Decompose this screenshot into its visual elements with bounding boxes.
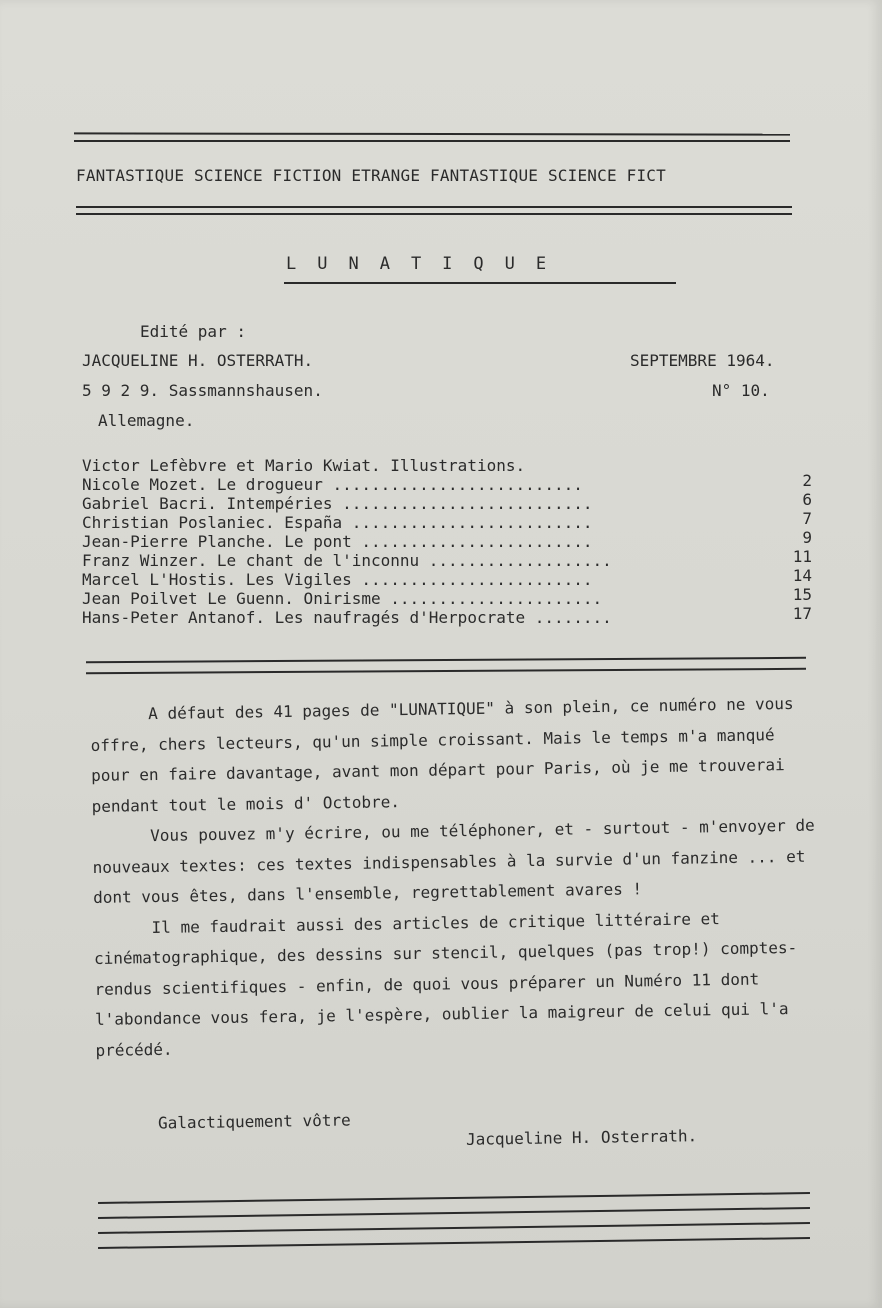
toc-entry: Jean-Pierre Planche. Le pont ........................ — [82, 532, 593, 551]
closing-salutation: Galactiquement vôtre — [157, 1110, 351, 1133]
table-of-contents — [82, 456, 812, 627]
bottom-rule-4 — [98, 1237, 810, 1249]
toc-row — [82, 490, 812, 513]
toc-page-number: 6 — [802, 490, 812, 509]
toc-entry: Victor Lefèbvre et Mario Kwiat. Illustrations. — [82, 456, 526, 475]
toc-entry: Franz Winzer. Le chant de l'inconnu ................... — [82, 551, 612, 570]
toc-row — [82, 604, 812, 627]
toc-page-number: 2 — [802, 471, 812, 490]
top-rule-1 — [74, 132, 790, 135]
genre-banner: FANTASTIQUE SCIENCE FICTION ETRANGE FANTASTIQUE SCIENCE FICT — [76, 166, 666, 185]
bottom-rule-3 — [98, 1222, 810, 1234]
toc-row — [82, 528, 812, 551]
toc-row — [82, 547, 812, 570]
banner-rule-1 — [76, 206, 792, 208]
editorial-text — [90, 689, 826, 1066]
toc-page-number: 17 — [792, 604, 812, 623]
magazine-title: LUNATIQUE — [286, 254, 568, 274]
toc-entry: Christian Poslaniec. España ......................... — [82, 513, 593, 532]
editor-name: JACQUELINE H. OSTERRATH. — [82, 351, 314, 370]
toc-page-number: 9 — [802, 528, 812, 547]
title-underline — [284, 282, 676, 284]
toc-rule-1 — [86, 657, 806, 663]
toc-page-number: 11 — [792, 547, 812, 566]
toc-entry: Jean Poilvet Le Guenn. Onirisme ...................... — [82, 589, 603, 608]
toc-page-number: 7 — [802, 509, 812, 528]
editorial-paragraph: Vous pouvez m'y écrire, ou me téléphoner, et - surtout - m'envoyer de nouveaux textes: ces textes indispensables à la survie d'un fanzine ... et dont vous êtes, dans l'ensemble, regrettablement avares ! — [92, 815, 815, 907]
toc-entry: Hans-Peter Antanof. Les naufragés d'Herpocrate ........ — [82, 608, 612, 627]
editor-country: Allemagne. — [98, 411, 195, 430]
edited-by-label: Edité par : — [140, 322, 246, 341]
editorial-paragraph: A défaut des 41 pages de "LUNATIQUE" à son plein, ce numéro ne vous offre, chers lecteurs, qu'un simple croissant. Mais le temps m'a manqué pour en faire davantage, avant mon départ pour Paris, où je me trouverai pendant tout le mois d' Octobre. — [90, 693, 794, 816]
toc-entry: Nicole Mozet. Le drogueur .......................... — [82, 475, 583, 494]
toc-entry: Marcel L'Hostis. Les Vigiles ........................ — [82, 570, 593, 589]
toc-row — [82, 509, 812, 532]
bottom-rule-2 — [98, 1207, 810, 1219]
signature: Jacqueline H. Osterrath. — [465, 1126, 698, 1149]
editor-address: 5 9 2 9. Sassmannshausen. — [82, 381, 323, 400]
toc-page-number: 14 — [792, 566, 812, 585]
editorial-paragraph: Il me faudrait aussi des articles de critique littéraire et cinématographique, des dessins sur stencil, quelques (pas trop!) comptes-rendus scientifiques - enfin, de quoi vous préparer un Numéro 11 dont l'abondance vous fera, je l'espère, oublier la maigreur de celui qui l'a précédé. — [93, 908, 798, 1060]
top-rule-2 — [74, 140, 790, 142]
bottom-rule-1 — [98, 1192, 810, 1204]
toc-row — [82, 585, 812, 608]
issue-number: N° 10. — [712, 381, 770, 400]
toc-entry: Gabriel Bacri. Intempéries .......................... — [82, 494, 593, 513]
banner-rule-2 — [76, 213, 792, 215]
toc-page-number: 15 — [792, 585, 812, 604]
toc-row — [82, 566, 812, 589]
toc-row — [82, 456, 812, 475]
toc-rule-2 — [86, 668, 806, 674]
toc-row — [82, 471, 812, 494]
issue-date: SEPTEMBRE 1964. — [630, 351, 775, 370]
